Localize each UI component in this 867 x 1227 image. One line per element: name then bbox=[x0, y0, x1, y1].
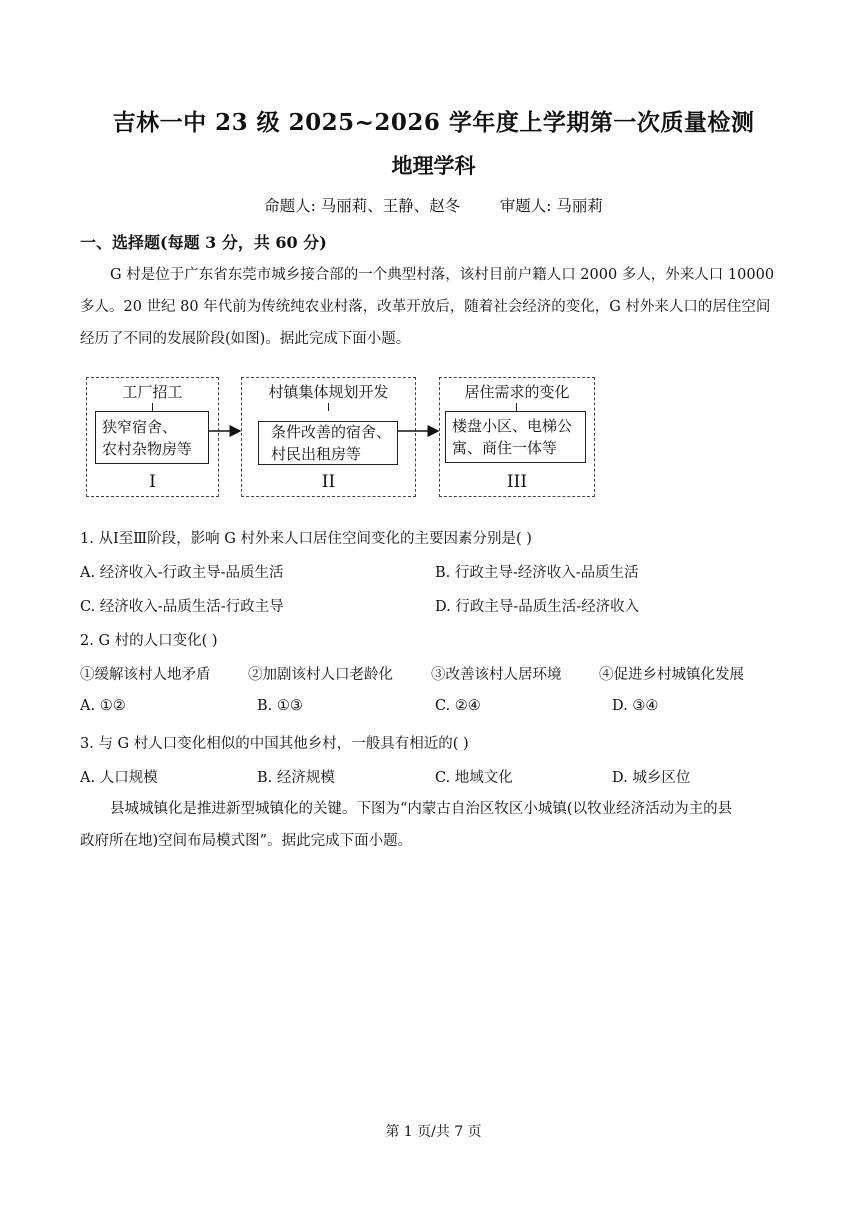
subject-title: 地理学科 bbox=[391, 153, 476, 178]
stage-body-line: 村民出租房等 bbox=[271, 445, 362, 463]
option-a[interactable]: A. 经济收入-行政主导-品质生活 bbox=[80, 565, 284, 581]
option-a[interactable]: A. 人口规模 bbox=[80, 770, 158, 786]
stage-numeral: II bbox=[321, 472, 336, 492]
passage-line: 政府所在地)空间布局模式图”。据此完成下面小题。 bbox=[80, 833, 413, 849]
passage-line: G 村是位于广东省东莞市城乡接合部的一个典型村落，该村目前户籍人口 2000 多人，外来人口 10000 bbox=[110, 267, 775, 283]
option-b[interactable]: B. ①③ bbox=[257, 698, 303, 714]
author-line: 命题人: 马丽莉、王静、赵冬 审题人: 马丽莉 bbox=[264, 197, 603, 215]
stage-head: 居住需求的变化 bbox=[464, 383, 570, 401]
exam-title: 吉林一中 23 级 2025~2026 学年度上学期第一次质量检测 bbox=[112, 109, 755, 136]
passage-line: 经历了不同的发展阶段(如图)。据此完成下面小题。 bbox=[80, 331, 411, 347]
statement-2: ②加剧该村人口老龄化 bbox=[248, 667, 393, 683]
statement-1: ①缓解该村人地矛盾 bbox=[80, 667, 211, 683]
stage-body-line: 条件改善的宿舍、 bbox=[271, 423, 392, 441]
stage-body-line: 农村杂物房等 bbox=[102, 439, 193, 458]
stage-head: 工厂招工 bbox=[122, 383, 183, 401]
stage-body-line: 楼盘小区、电梯公 bbox=[452, 417, 573, 435]
passage-line: 多人。20 世纪 80 年代前为传统纯农业村落，改革开放后，随着社会经济的变化，G 村外来人口的居住空间 bbox=[80, 299, 771, 315]
stage-numeral: I bbox=[149, 472, 156, 492]
page-number: 第 1 页/共 7 页 bbox=[385, 1124, 482, 1140]
option-d[interactable]: D. ③④ bbox=[612, 698, 659, 714]
stage-head: 村镇集体规划开发 bbox=[268, 383, 389, 401]
option-b[interactable]: B. 经济规模 bbox=[257, 770, 335, 786]
question-stem: 2. G 村的人口变化( ) bbox=[80, 633, 218, 649]
question-stem: 3. 与 G 村人口变化相似的中国其他乡村，一般具有相近的( ) bbox=[80, 736, 469, 752]
option-c[interactable]: C. 经济收入-品质生活-行政主导 bbox=[80, 599, 284, 615]
stage-body-line: 寓、商住一体等 bbox=[452, 439, 558, 457]
passage-line: 县城城镇化是推进新型城镇化的关键。下图为“内蒙古自治区牧区小城镇(以牧业经济活动为主的县 bbox=[110, 801, 733, 817]
option-a[interactable]: A. ①② bbox=[80, 698, 126, 714]
option-c[interactable]: C. 地域文化 bbox=[435, 770, 513, 786]
option-d[interactable]: D. 城乡区位 bbox=[612, 770, 691, 786]
option-b[interactable]: B. 行政主导-经济收入-品质生活 bbox=[435, 565, 639, 581]
question-stem: 1. 从Ⅰ至Ⅲ阶段，影响 G 村外来人口居住空间变化的主要因素分别是( ) bbox=[80, 531, 532, 547]
stage-body-line: 狭窄宿舍、 bbox=[102, 417, 178, 436]
stage-numeral: III bbox=[506, 472, 528, 492]
option-d[interactable]: D. 行政主导-品质生活-经济收入 bbox=[435, 599, 640, 615]
option-c[interactable]: C. ②④ bbox=[435, 698, 481, 714]
statement-3: ③改善该村人居环境 bbox=[431, 667, 562, 683]
section-heading: 一、选择题(每题 3 分，共 60 分) bbox=[80, 233, 327, 252]
statement-4: ④促进乡村城镇化发展 bbox=[599, 667, 744, 683]
